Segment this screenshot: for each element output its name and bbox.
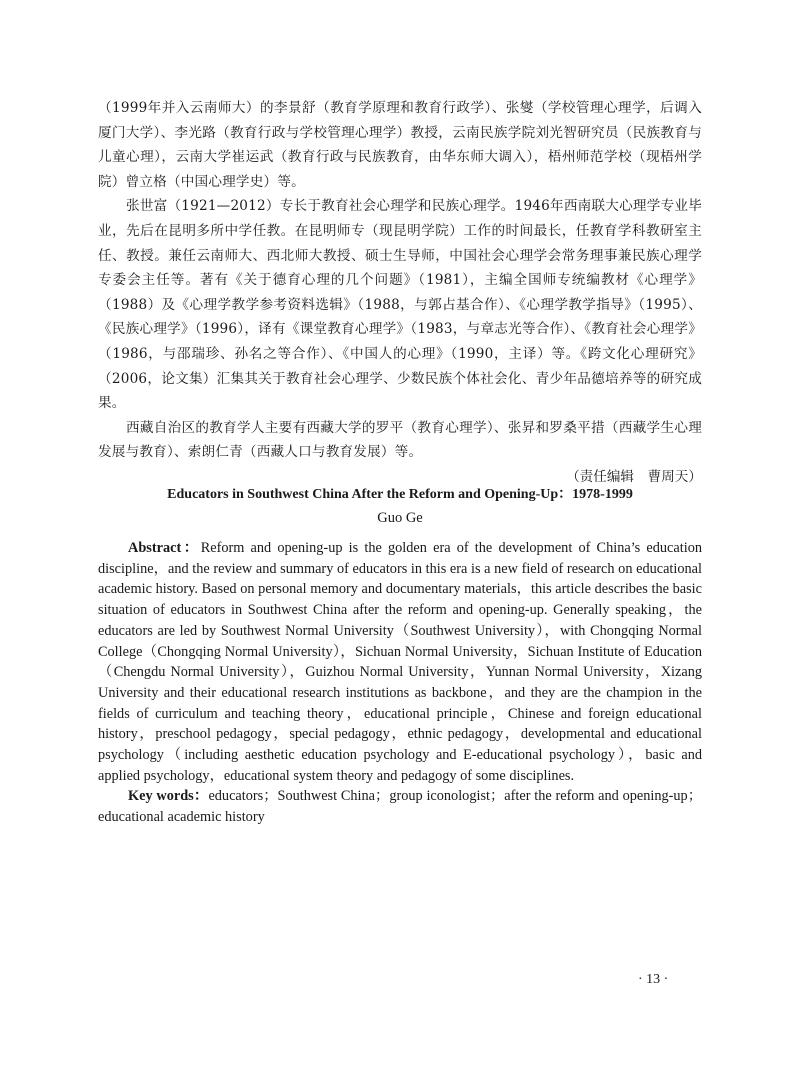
english-abstract-section — [98, 538, 702, 828]
keywords-label: Key words： — [128, 788, 209, 805]
page-number: · 13 · — [638, 972, 669, 987]
abstract-paragraph — [98, 538, 702, 786]
abstract-label: Abstract： — [128, 540, 201, 556]
chinese-paragraph-1: （1999年并入云南师大）的李景舒（教育学原理和教育行政学）、张燮（学校管理心理学，后调入厦门大学）、李光路（教育行政与学校管理心理学）教授，云南民族学院刘光智研究员（民族教育与儿童心理），云南大学崔运武（教育行政与民族教育，由华东师大调入），梧州师范学校（现梧州学院）曾立格（中国心理学史）等。 — [98, 100, 702, 190]
english-title: Educators in Southwest China After the Reform and Opening-Up：1978-1999 — [167, 487, 633, 502]
page-body — [98, 96, 702, 826]
chinese-paragraph-2: 张世富（1921—2012）专长于教育社会心理学和民族心理学。1946年西南联大心理学专业毕业，先后在昆明多所中学任教。在昆明师专（现昆明学院）工作的时间最长，任教育学科教研室主任、教授。兼任云南师大、西北师大教授、硕士生导师，中国社会心理学会常务理事兼民族心理学专委会主任等。著有《关于德育心理的几个问题》（1981），主编全国师专统编教材《心理学》（1988）及《心理学教学参考资料选辑》（1988，与郭占基合作）、《心理学教学指导》（1995）、《民族心理学》（1996），译有《课堂教育心理学》（1983，与章志光等合作）、《教育社会心理学》（1986，与邵瑞珍、孙名之等合作）、《中国人的心理》（1990，主译）等。《跨文化心理研究》（2006，论文集）汇集其关于教育社会心理学、少数民族个体社会化、青少年品德培养等的研究成果。 — [98, 198, 702, 412]
keywords-text: educators；Southwest China；group iconologist；after the reform and opening-up；educational academic history — [98, 788, 702, 826]
chinese-paragraph-3: 西藏自治区的教育学人主要有西藏大学的罗平（教育心理学）、张昇和罗桑平措（西藏学生心理发展与教育）、索朗仁青（西藏人口与教育发展）等。 — [98, 419, 702, 461]
editor-credit: （责任编辑 曹周天） — [566, 468, 702, 485]
keywords-paragraph — [98, 786, 702, 827]
english-author: Guo Ge — [377, 510, 423, 526]
abstract-text: Reform and opening-up is the golden era of the development of China’s education discipline，and the review and summary of educators in this era is a new field of research on educational academic history. Based on personal memory and documentary materials，this article describes the basic situation of educators in Southwest China after the reform and opening-up. Generally speaking，the educators are led by Southwest Normal University（Southwest University），with Chongqing Normal College（Chongqing Normal University），Sichuan Normal University，Sichuan Institute of Education（Chengdu Normal University），Guizhou Normal University，Yunnan Normal University，Xizang University and their educational research institutions as backbone，and they are the champion in the fields of curriculum and teaching theory，educational principle，Chinese and foreign educational history，preschool pedagogy，special pedagogy，ethnic pedagogy，developmental and educational psychology（including aesthetic education psychology and E-educational psychology），basic and applied psychology，educational system theory and pedagogy of some disciplines. — [98, 540, 702, 784]
